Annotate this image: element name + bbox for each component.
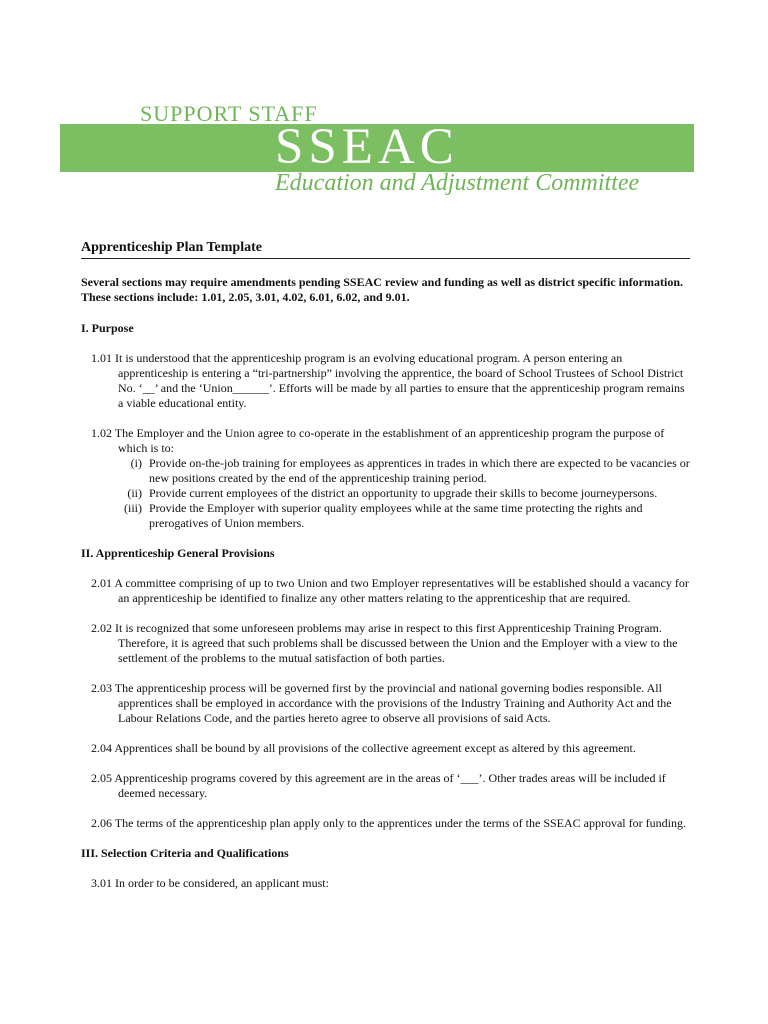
list-item-text: Provide on-the-job training for employees as apprentices in trades in which there are expected to be vacancies or new positions created by the end of the apprenticeship training period. — [149, 456, 690, 485]
clause-3-01: 3.01 In order to be considered, an applicant must: — [91, 876, 329, 890]
clause-1-02-list — [118, 456, 690, 531]
logo-sseac: SSEAC — [275, 119, 459, 175]
list-item — [118, 456, 690, 486]
section-heading-purpose: I. Purpose — [81, 321, 134, 335]
logo-support-staff: SUPPORT STAFF — [140, 101, 318, 126]
list-item-number: (ii) — [127, 486, 142, 500]
section-heading-selection-criteria: III. Selection Criteria and Qualifications — [81, 846, 289, 860]
list-item — [118, 486, 690, 501]
intro-paragraph: Several sections may require amendments pending SSEAC review and funding as well as district specific information. These sections include: 1.01, 2.05, 3.01, 4.02, 6.01, 6.02, and 9.01. — [81, 275, 684, 304]
clause-1-01: 1.01 It is understood that the apprenticeship program is an evolving educational program. A person entering an apprenticeship is entering a “tri-partnership” involving the apprentice, the board of School Trustees of School District No. ‘__’ and the ‘Union______’. Efforts will be made by all parties to ensure that the apprenticeship program remains a viable educational entity. — [91, 351, 685, 410]
clause-2-04: 2.04 Apprentices shall be bound by all provisions of the collective agreement except as altered by this agreement. — [91, 741, 636, 755]
clause-1-02-text: 1.02 The Employer and the Union agree to co-operate in the establishment of an apprenticeship program the purpose of which is to: — [91, 426, 665, 455]
clause-2-03: 2.03 The apprenticeship process will be governed first by the provincial and national governing bodies responsible. All apprentices shall be employed in accordance with the provisions of the Industry Training and Authority Act and the Labour Relations Code, and the parties hereto agree to observe all provisions of said Acts. — [91, 681, 672, 725]
list-item-text: Provide the Employer with superior quality employees while at the same time protecting the rights and prerogatives of Union members. — [149, 501, 643, 530]
document-title: Apprenticeship Plan Template — [81, 240, 690, 259]
clause-1-02 — [91, 426, 690, 531]
document-body — [81, 240, 690, 891]
list-item-text: Provide current employees of the district an opportunity to upgrade their skills to become journeypersons. — [149, 486, 658, 500]
clause-2-06: 2.06 The terms of the apprenticeship plan apply only to the apprentices under the terms of the SSEAC approval for funding. — [91, 816, 686, 830]
list-item-number: (iii) — [124, 501, 142, 515]
clause-2-02: 2.02 It is recognized that some unforeseen problems may arise in respect to this first Apprenticeship Training Program. Therefore, it is agreed that such problems shall be discussed between the Union and the Employer with a view to the settlement of the problems to the mutual satisfaction of both parties. — [91, 621, 678, 665]
list-item-number: (i) — [130, 456, 142, 470]
clause-2-05: 2.05 Apprenticeship programs covered by this agreement are in the areas of ‘___’. Other trades areas will be included if deemed necessary. — [91, 771, 666, 800]
logo-committee-name: Education and Adjustment Committee — [275, 170, 640, 196]
list-item — [118, 501, 690, 531]
clause-2-01: 2.01 A committee comprising of up to two Union and two Employer representatives will be established should a vacancy for an apprenticeship be identified to finalize any other matters relating to the apprenticeship that are required. — [91, 576, 689, 605]
section-heading-general-provisions: II. Apprenticeship General Provisions — [81, 546, 275, 560]
